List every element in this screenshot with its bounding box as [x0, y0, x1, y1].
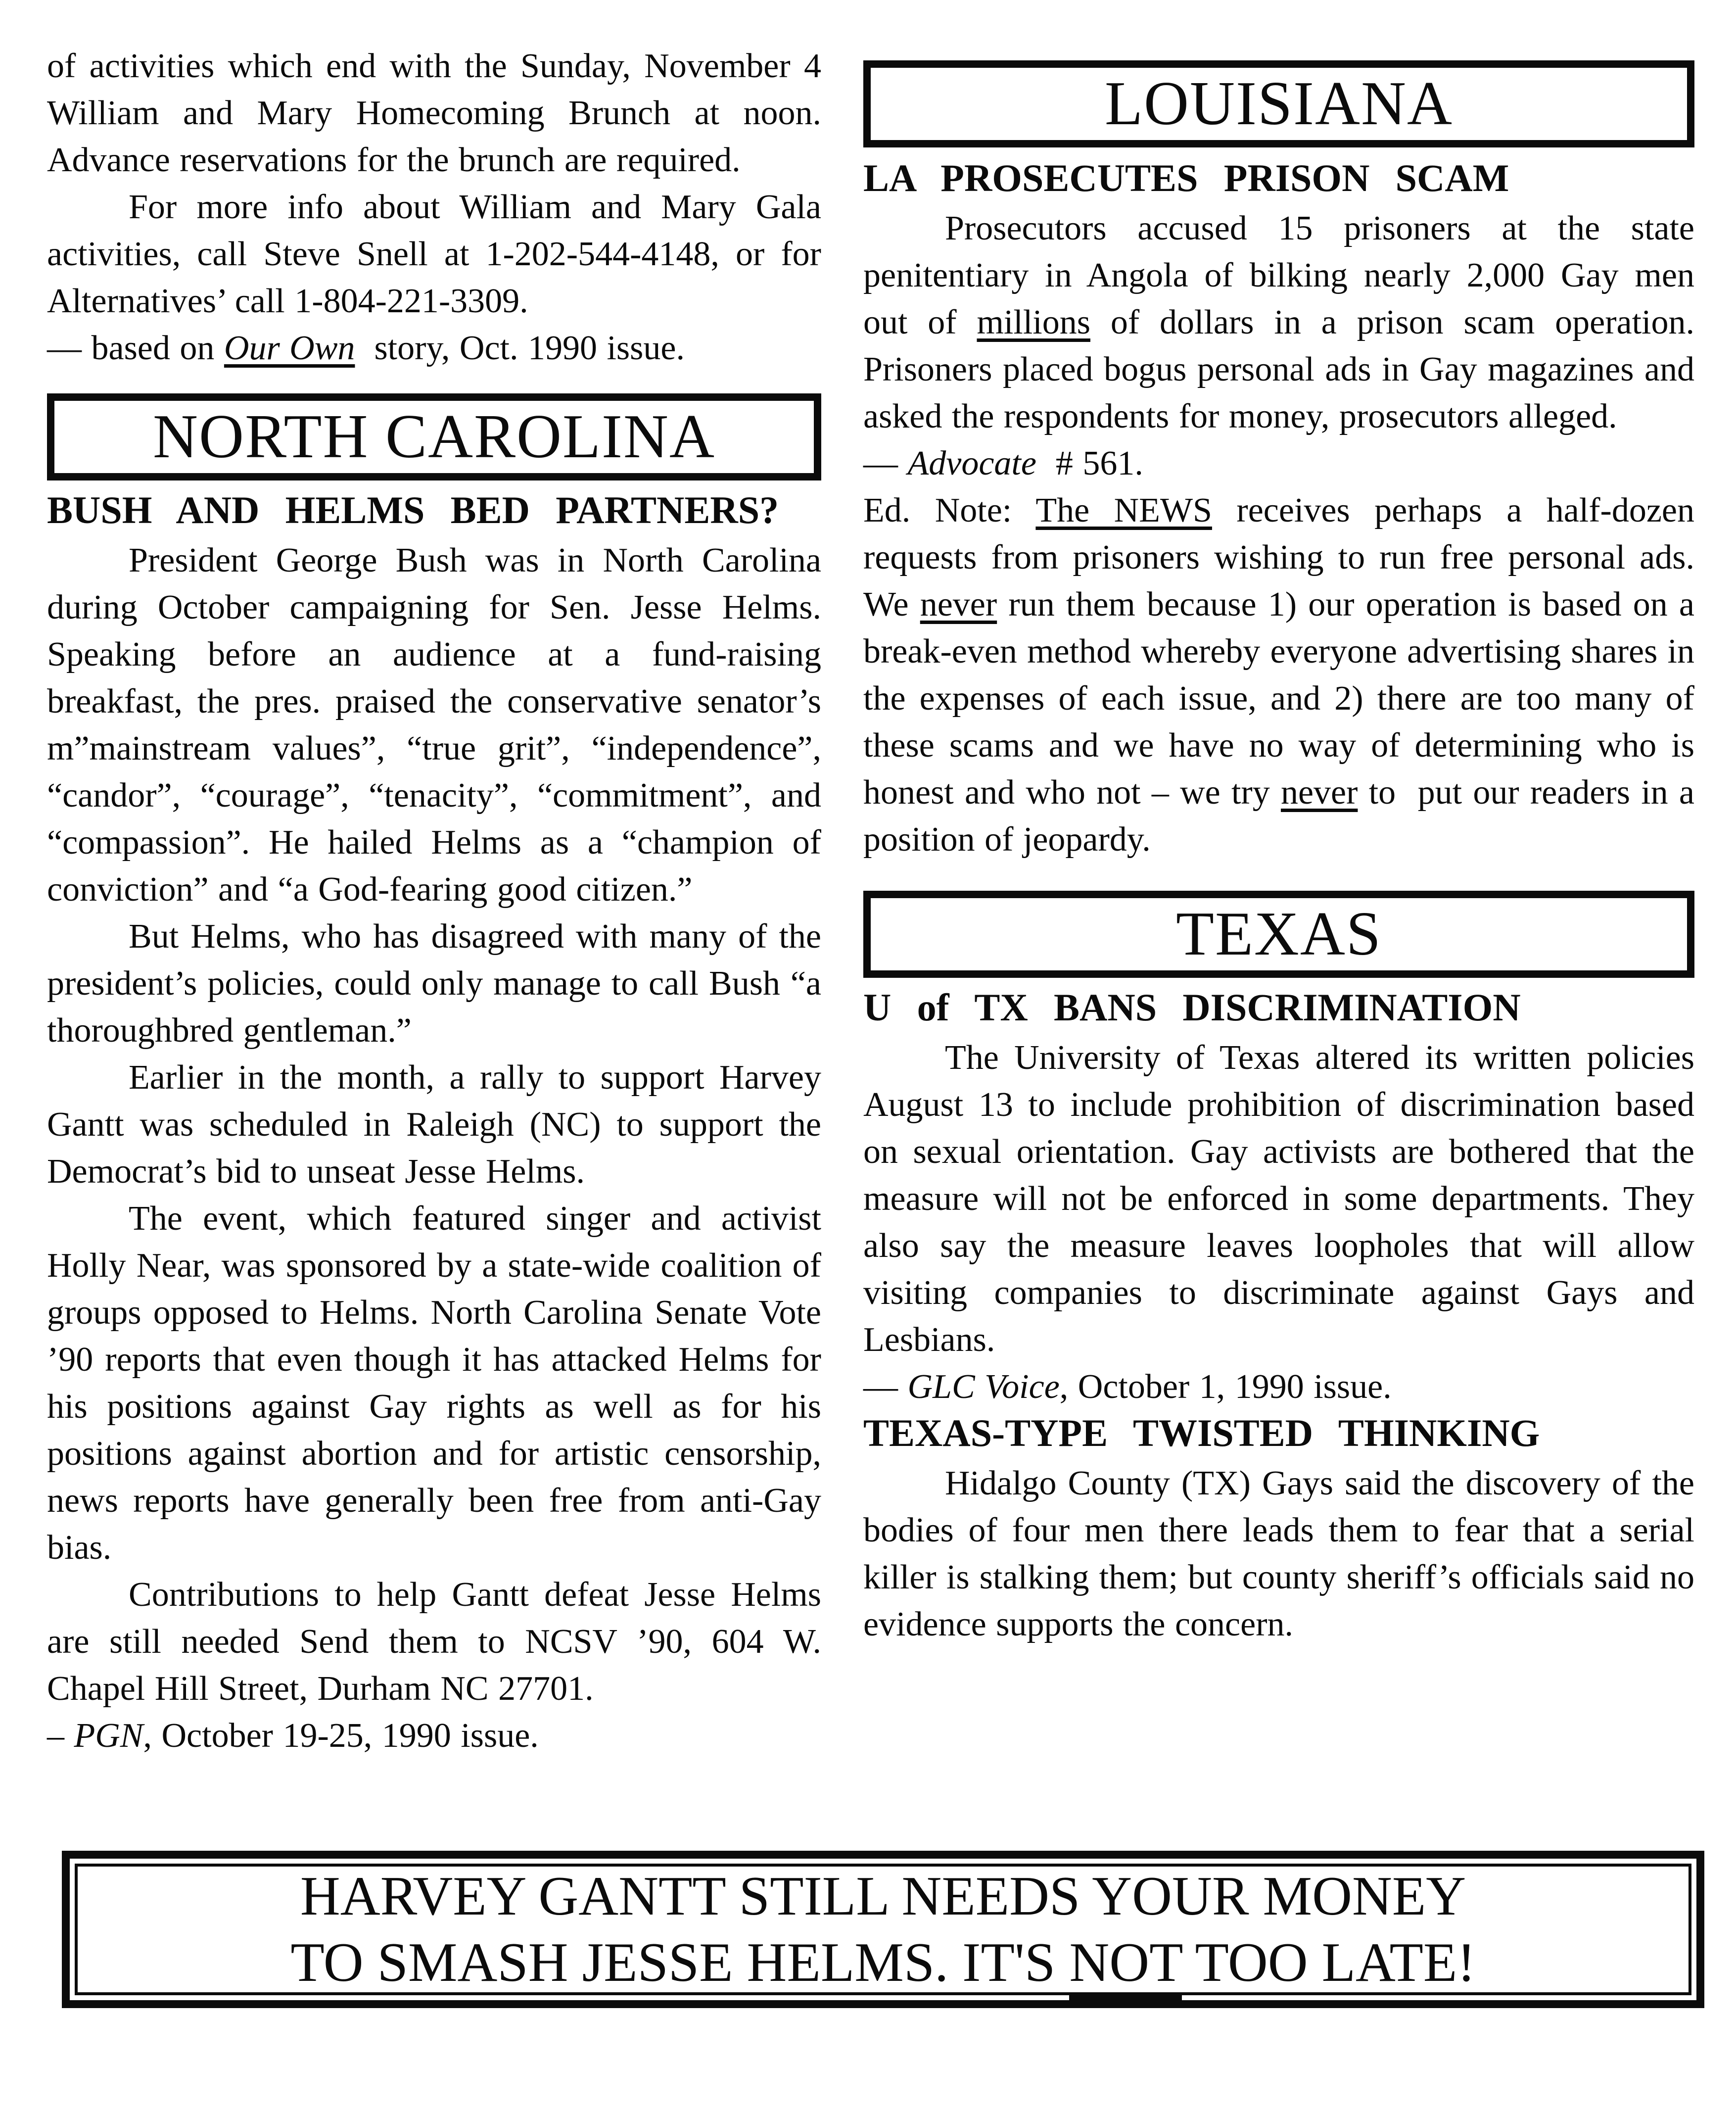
- paragraph-but-helms: But Helms, who has disagreed with many of the president’s policies, could only manage to call Bush “a thoroughbred gentleman.”: [47, 917, 821, 1050]
- right-column: [863, 60, 1694, 1648]
- paragraph-homecoming-continuation: of activities which end with the Sunday, November 4 William and Mary Homecoming Brunch at noon. Advance reservations for the brunch are required.: [47, 47, 821, 179]
- text-segment: story, Oct. 1990 issue.: [355, 329, 685, 367]
- attribution-glc-voice: [863, 1363, 1694, 1410]
- section-header-label: LOUISIANA: [1105, 69, 1453, 138]
- text-segment: Advocate: [907, 444, 1036, 482]
- attribution-advocate: [863, 440, 1694, 487]
- paragraph-hidalgo-county: Hidalgo County (TX) Gays said the discovery of the bodies of four men there leads them to fear that a serial killer is stalking them; but county sheriff’s officials said no evidence supports the concern.: [863, 1464, 1694, 1643]
- text-segment: TO SMASH JESSE HELMS. IT'S: [290, 1932, 1070, 1993]
- text-segment: TOO LATE!: [1182, 1932, 1476, 1993]
- text-segment: NOT: [1069, 1932, 1182, 2005]
- text-segment: –: [47, 1717, 74, 1755]
- text-segment: —: [863, 444, 908, 482]
- banner-line-1: HARVEY GANTT STILL NEEDS YOUR MONEY: [300, 1866, 1466, 1927]
- banner-line-2: [290, 1930, 1475, 1995]
- subhead-bush-helms: BUSH AND HELMS BED PARTNERS?: [47, 488, 779, 531]
- text-segment: Ed. Note:: [863, 491, 1036, 529]
- text-segment: receives perhaps a half-dozen requests from prisoners wishing to run free personal ads. We: [863, 491, 1694, 624]
- text-segment: of dollars in a prison scam operation. Prisoners placed bogus personal ads in Gay magazines and asked the respondents for money, prosecutors alleged.: [863, 303, 1694, 435]
- paragraph-prosecutors: [863, 205, 1694, 440]
- text-segment: PGN: [74, 1717, 143, 1755]
- text-segment: Our Own: [224, 329, 355, 367]
- paragraph-more-info: For more info about William and Mary Gala activities, call Steve Snell at 1-202-544-4148, or for Alternatives’ call 1-804-221-3309.: [47, 188, 821, 320]
- text-segment: run them because 1) our operation is based on a break-even method whereby everyone advertising shares in the expenses of each issue, and 2) there are too many of these scams and we have no way of determining who is honest and who not – we try: [863, 585, 1694, 812]
- paragraph-ed-note: [863, 487, 1694, 863]
- attribution-pgn: [47, 1712, 821, 1759]
- section-header-louisiana: [863, 60, 1694, 147]
- text-segment: millions: [977, 303, 1090, 341]
- attribution-our-own: [47, 325, 821, 372]
- text-segment: , October 1, 1990 issue.: [1059, 1368, 1392, 1406]
- left-column: [47, 43, 821, 1759]
- section-header-label: NORTH CAROLINA: [153, 402, 715, 471]
- text-segment: never: [1280, 773, 1358, 812]
- subhead-prison-scam: LA PROSECUTES PRISON SCAM: [863, 156, 1509, 199]
- harvey-gantt-banner-inner: [75, 1864, 1691, 1995]
- text-segment: , October 19-25, 1990 issue.: [143, 1717, 539, 1755]
- text-segment: # 561.: [1036, 444, 1143, 482]
- paragraph-bush-campaign: President George Bush was in North Carolina during October campaigning for Sen. Jesse Helms. Speaking before an audience at a fund-raising breakfast, the pres. praised the conservative senator’s m”mainstream values”, “true grit”, “independence”, “candor”, “courage”, “tenacity”, “commitment”, and “compassion”. He hailed Helms as a “champion of conviction” and “a God-fearing good citizen.”: [47, 541, 821, 909]
- section-header-label: TEXAS: [1176, 900, 1382, 968]
- text-segment: Prosecutors accused 15 prisoners at the state penitentiary in Angola of bilking nearly 2,000 Gay men out of: [863, 209, 1694, 341]
- paragraph-university-texas: The University of Texas altered its written policies August 13 to include prohibition of discrimination based on sexual orientation. Gay activists are bothered that the measure will not be enforced in some departments. They also say the measure leaves loopholes that will allow visiting companies to discriminate against Gays and Lesbians.: [863, 1039, 1694, 1359]
- text-segment: to put our readers in a position of jeopardy.: [863, 773, 1694, 859]
- paragraph-contributions: Contributions to help Gantt defeat Jesse Helms are still needed Send them to NCSV ’90, 604 W. Chapel Hill Street, Durham NC 27701.: [47, 1576, 821, 1708]
- harvey-gantt-banner: [62, 1851, 1704, 2008]
- text-segment: GLC Voice: [907, 1368, 1060, 1406]
- paragraph-earlier-rally: Earlier in the month, a rally to support Harvey Gantt was scheduled in Raleigh (NC) to support the Democrat’s bid to unseat Jesse Helms.: [47, 1058, 821, 1191]
- section-header-texas: [863, 891, 1694, 978]
- subhead-twisted-thinking: TEXAS-TYPE TWISTED THINKING: [863, 1411, 1540, 1454]
- subhead-utx-discrimination: U of TX BANS DISCRIMINATION: [863, 986, 1521, 1029]
- text-segment: —: [863, 1368, 908, 1406]
- section-header-north-carolina: [47, 393, 821, 480]
- text-segment: — based on: [47, 329, 224, 367]
- text-segment: The NEWS: [1035, 491, 1212, 529]
- text-segment: never: [920, 585, 997, 624]
- paragraph-event-holly-near: The event, which featured singer and activist Holly Near, was sponsored by a state-wide coalition of groups opposed to Helms. North Carolina Senate Vote ’90 reports that even though it has attacked Helms for his positions against Gay rights as well as for his positions against abortion and for artistic censorship, news reports have generally been free from anti-Gay bias.: [47, 1200, 821, 1567]
